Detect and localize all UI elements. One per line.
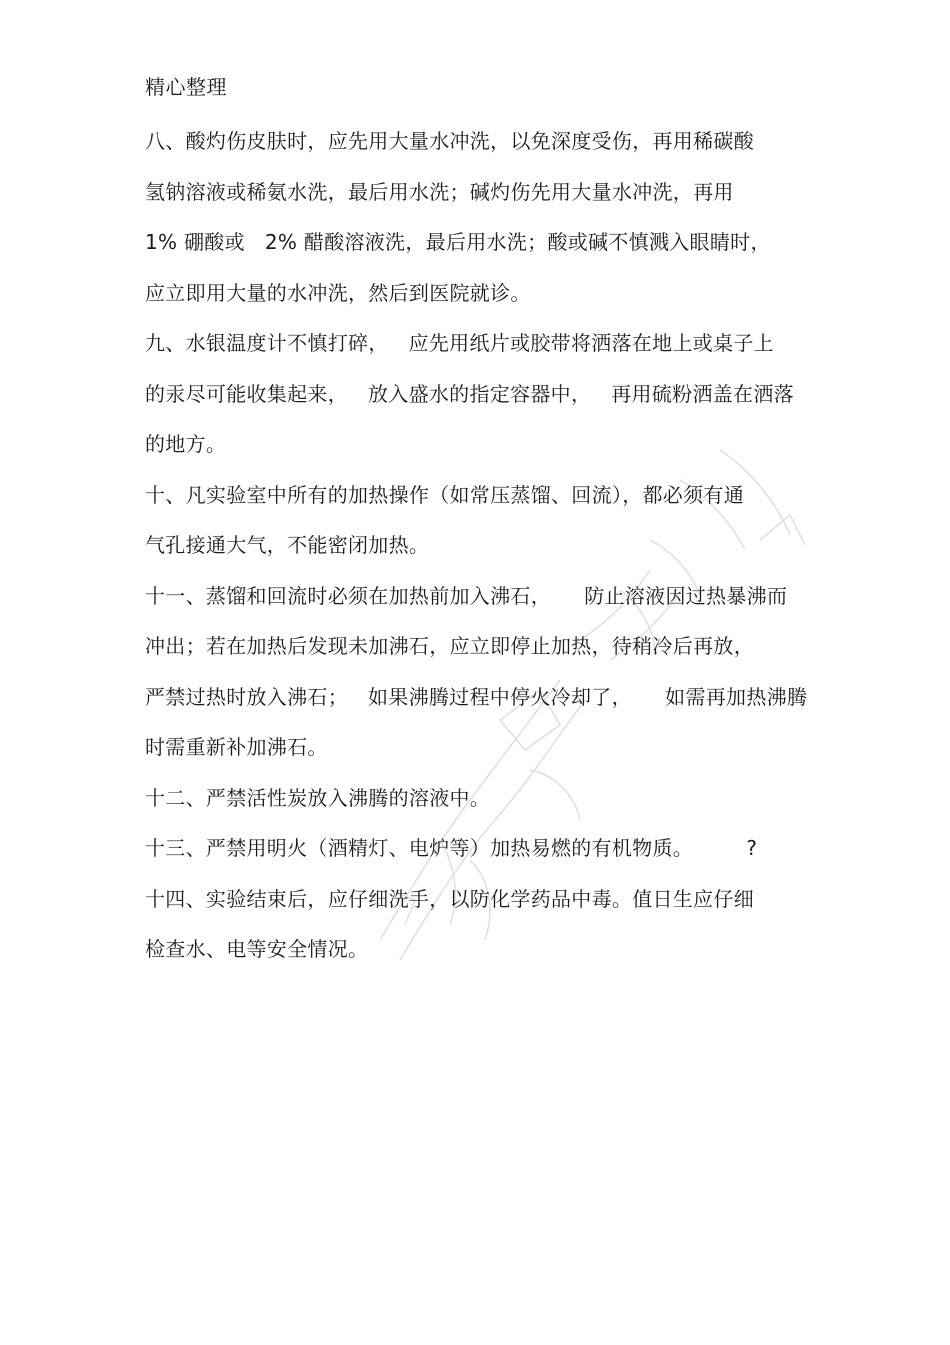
text-line: 严禁过热时放入沸石； 如果沸腾过程中停火冷却了， 如需再加热沸腾 (145, 684, 808, 709)
text-line: 十三、严禁用明火（酒精灯、电炉等）加热易燃的有机物质。 ? (145, 836, 758, 860)
text-line: 检查水、电等安全情况。 (145, 937, 369, 961)
text-line: 气孔接通大气，不能密闭加热。 (145, 533, 430, 557)
text-line: 应立即用大量的水冲洗，然后到医院就诊。 (145, 280, 531, 305)
page-header: 精心整理 (145, 75, 227, 99)
text-line: 的地方。 (145, 432, 227, 456)
body-text (145, 125, 825, 984)
text-line: 十二、严禁活性炭放入沸腾的溶液中。 (145, 785, 491, 810)
text-line: 氢钠溶液或稀氨水洗，最后用水洗；碱灼伤先用大量水冲洗，再用 (145, 179, 734, 204)
text-line: 冲出；若在加热后发现未加沸石，应立即停止加热，待稍冷后再放， (145, 634, 754, 658)
text-line: 十、凡实验室中所有的加热操作（如常压蒸馏、回流），都必须有通 (145, 482, 744, 507)
text-line: 八、酸灼伤皮肤时，应先用大量水冲洗，以免深度受伤，再用稀碳酸 (145, 129, 754, 153)
text-line: 的汞尽可能收集起来， 放入盛水的指定容器中， 再用硫粉洒盖在洒落 (145, 381, 794, 406)
text-line: 1% 硼酸或 2% 醋酸溶液洗，最后用水洗；酸或碱不慎溅入眼睛时， (145, 230, 771, 254)
text-line: 十四、实验结束后，应仔细洗手，以防化学药品中毒。值日生应仔细 (145, 886, 754, 911)
text-line: 九、水银温度计不慎打碎， 应先用纸片或胶带将洒落在地上或桌子上 (145, 331, 774, 355)
text-line: 时需重新补加沸石。 (145, 735, 328, 759)
text-line: 十一、蒸馏和回流时必须在加热前加入沸石， 防止溶液因过热暴沸而 (145, 583, 788, 608)
